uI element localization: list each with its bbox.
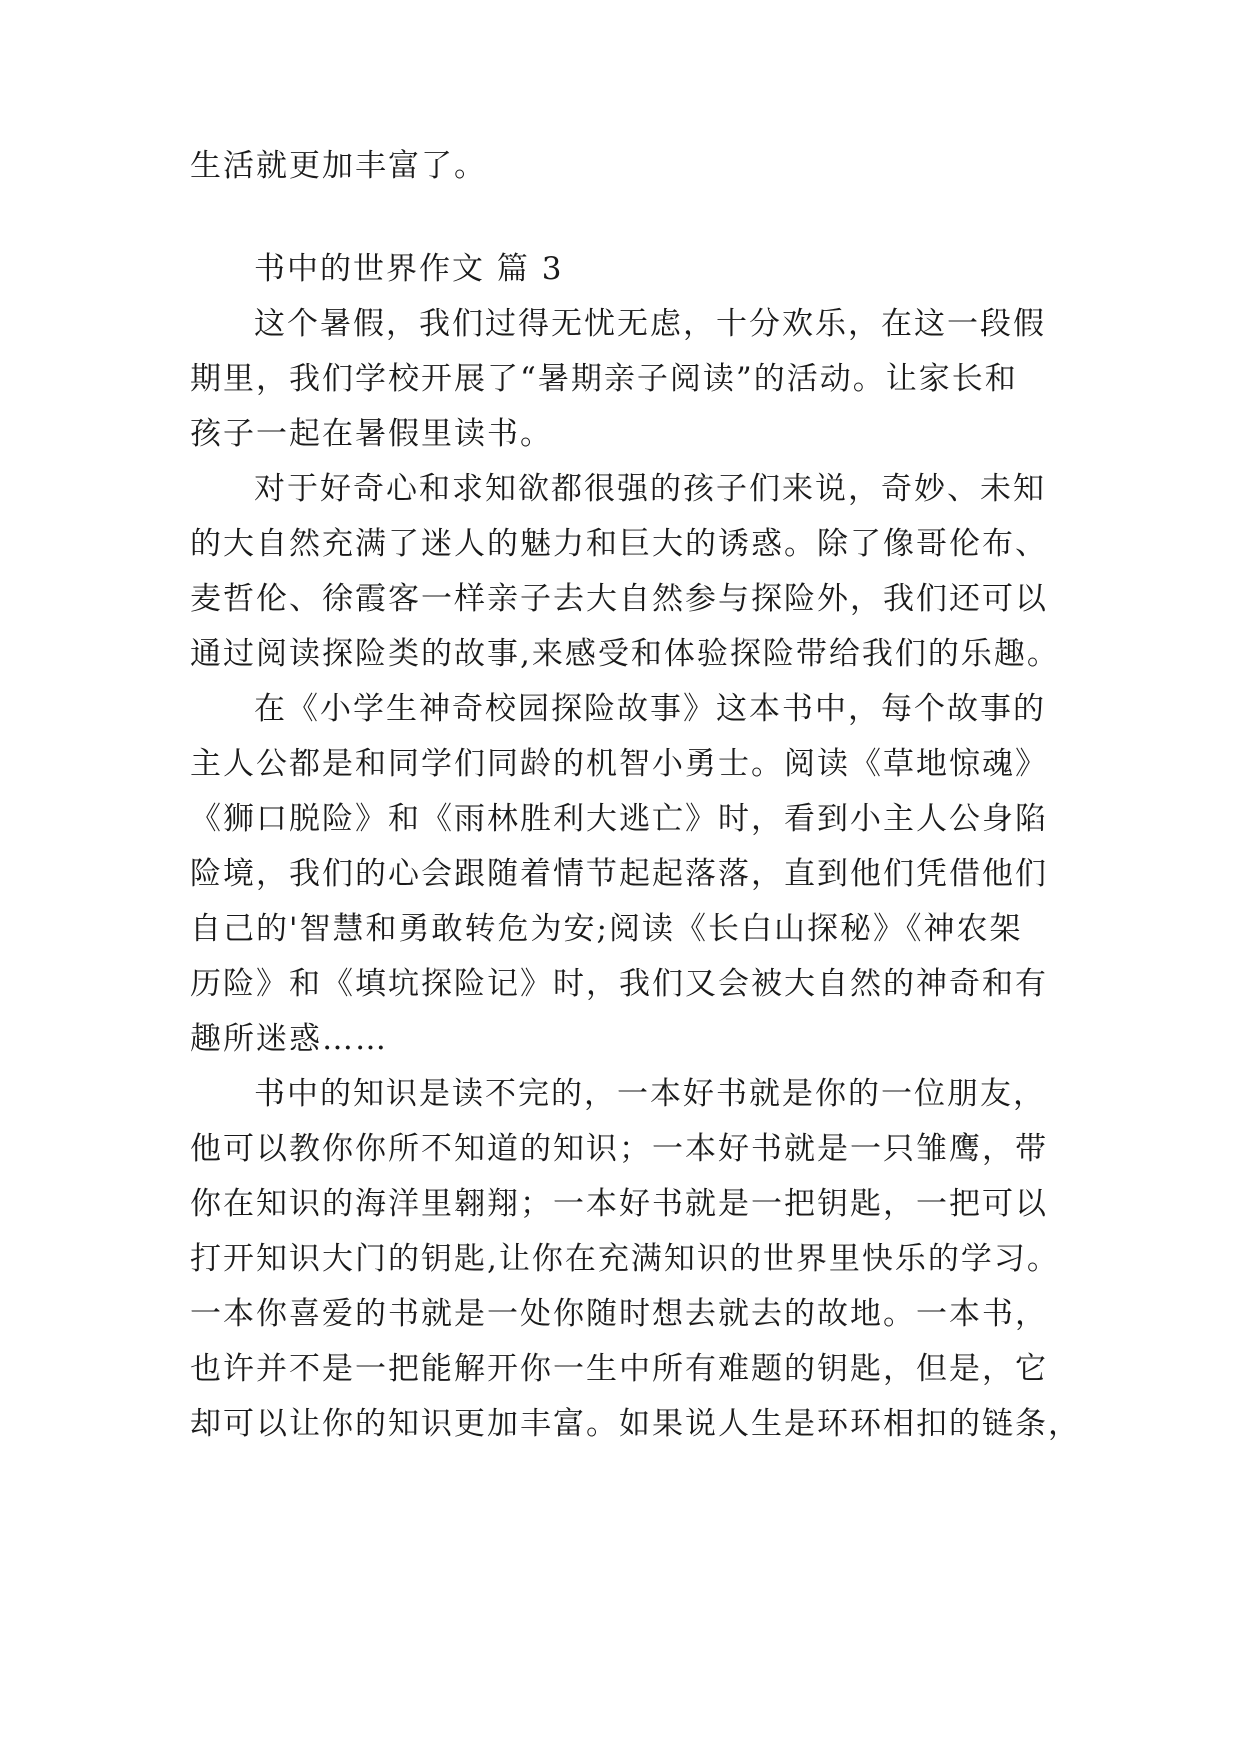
paragraph-line: 《狮口脱险》和《雨林胜利大逃亡》时，看到小主人公身陷 [190,801,1048,837]
paragraph-line: 你在知识的海洋里翱翔；一本好书就是一把钥匙，一把可以 [190,1186,1048,1222]
paragraph-line: 他可以教你你所不知道的知识；一本好书就是一只雏鹰，带 [190,1131,1048,1167]
paragraph-line: 却可以让你的知识更加丰富。如果说人生是环环相扣的链条， [190,1406,1081,1442]
paragraph-line: 通过阅读探险类的故事,来感受和体验探险带给我们的乐趣。 [190,636,1060,672]
paragraph-line: 险境，我们的心会跟随着情节起起落落，直到他们凭借他们 [190,856,1048,892]
paragraph-line: 历险》和《填坑探险记》时，我们又会被大自然的神奇和有 [190,966,1048,1002]
paragraph-line: 自己的'智慧和勇敢转危为安;阅读《长白山探秘》《神农架 [190,911,1023,947]
paragraph-line: 的大自然充满了迷人的魅力和巨大的诱惑。除了像哥伦布、 [190,526,1048,562]
paragraph-line: 也许并不是一把能解开你一生中所有难题的钥匙，但是，它 [190,1351,1048,1387]
paragraph-line: 在《小学生神奇校园探险故事》这本书中，每个故事的 [254,691,1046,727]
paragraph-line: 麦哲伦、徐霞客一样亲子去大自然参与探险外，我们还可以 [190,581,1048,617]
essay-heading: 书中的世界作文 篇 3 [254,251,564,287]
paragraph-line: 书中的知识是读不完的，一本好书就是你的一位朋友， [254,1076,1046,1112]
continuation-line: 生活就更加丰富了。 [190,148,487,184]
paragraph-line: 这个暑假，我们过得无忧无虑，十分欢乐，在这一段假 [254,306,1046,342]
paragraph-line: 主人公都是和同学们同龄的机智小勇士。阅读《草地惊魂》 [190,746,1048,782]
paragraph-line: 对于好奇心和求知欲都很强的孩子们来说，奇妙、未知 [254,471,1046,507]
paragraph-line: 孩子一起在暑假里读书。 [190,416,553,452]
paragraph-line: 趣所迷惑…… [190,1021,388,1057]
paragraph-line: 期里，我们学校开展了“暑期亲子阅读”的活动。让家长和 [190,361,1018,397]
paragraph-line: 一本你喜爱的书就是一处你随时想去就去的故地。一本书， [190,1296,1048,1332]
paragraph-line: 打开知识大门的钥匙,让你在充满知识的世界里快乐的学习。 [190,1241,1060,1277]
